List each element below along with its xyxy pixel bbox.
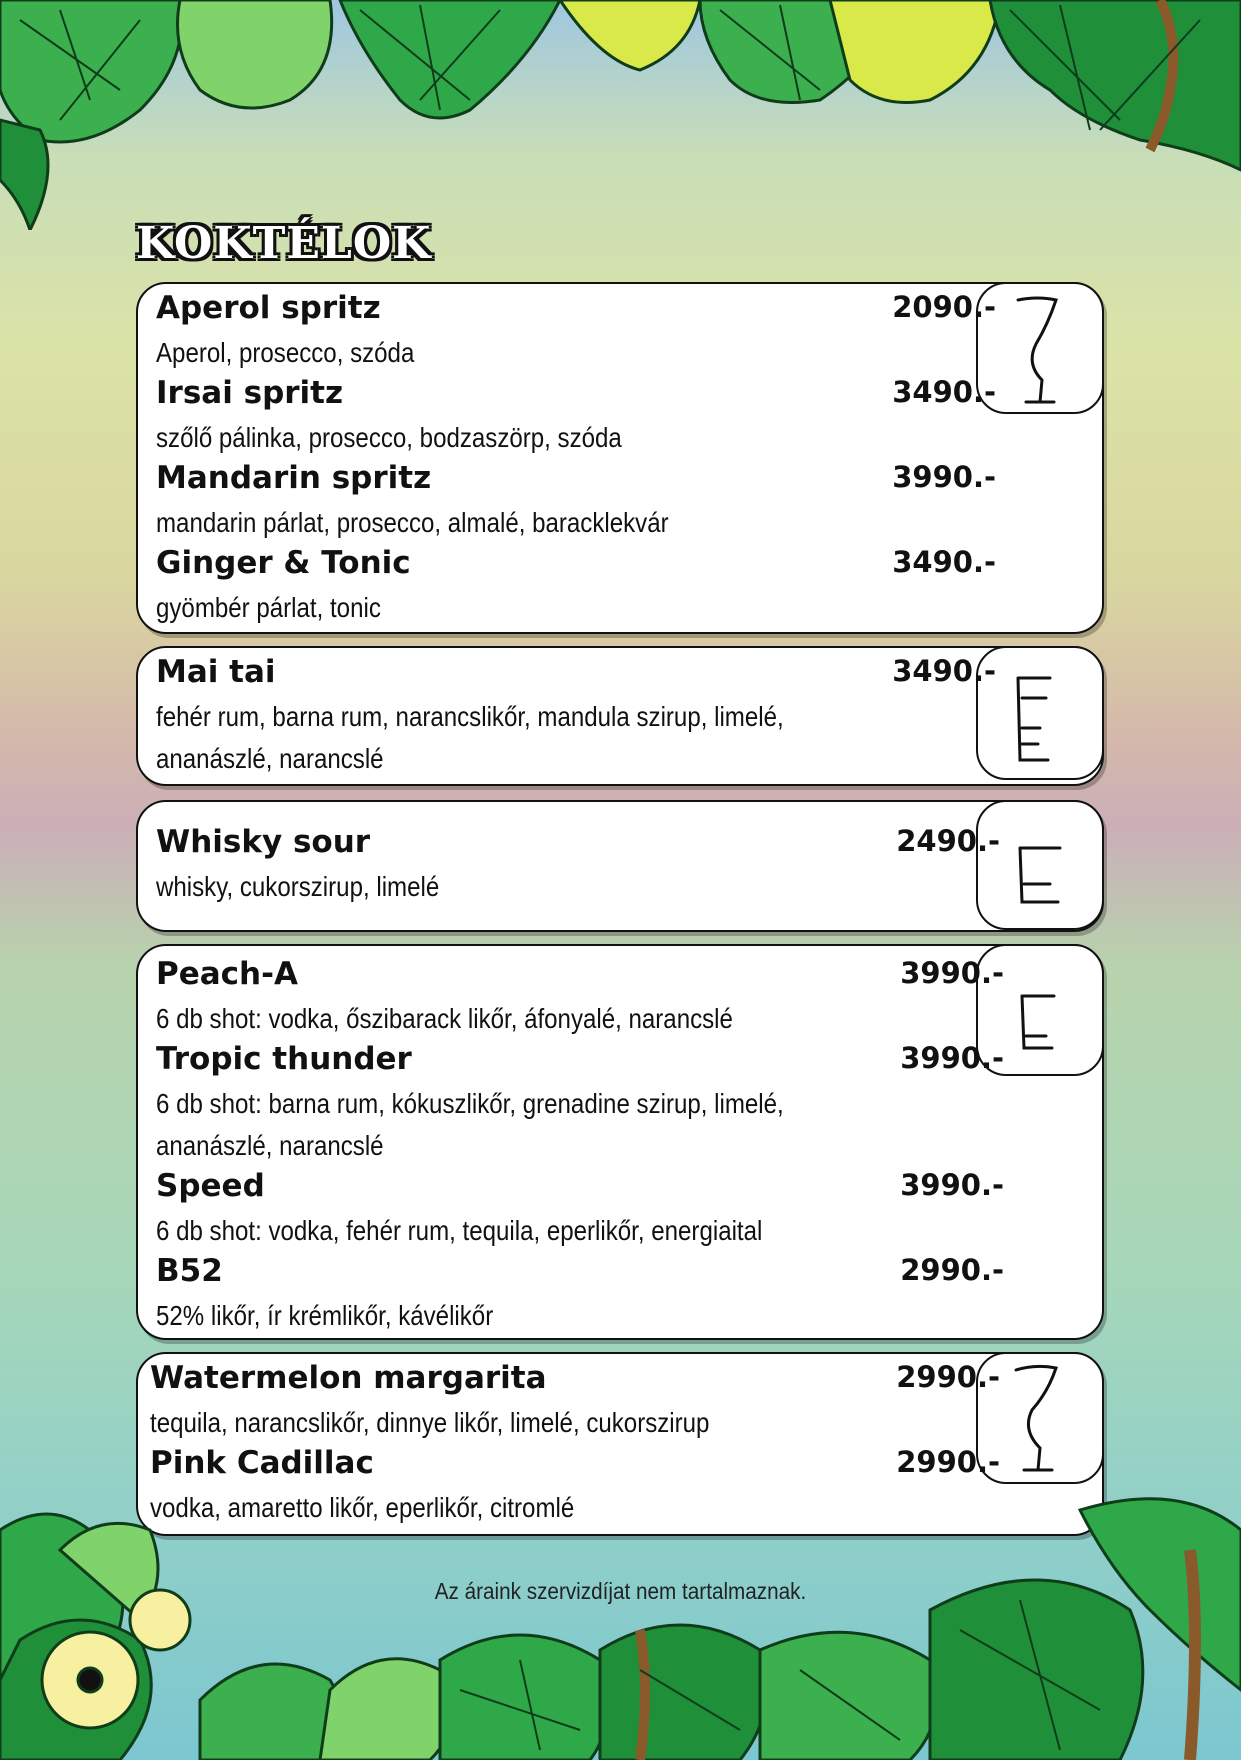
- menu-section-mai-tai: [136, 646, 1104, 786]
- item-price: 3990.-: [892, 460, 996, 494]
- item-price: 2090.-: [892, 290, 996, 324]
- item-name: Irsai spritz: [156, 375, 344, 411]
- menu-section-spritz: [136, 282, 1104, 634]
- item-name: Mandarin spritz: [156, 460, 432, 496]
- item-price: 2490.-: [896, 824, 1000, 858]
- item-name: Tropic thunder: [156, 1041, 412, 1077]
- tropical-leaves-top-decoration: [0, 0, 1241, 230]
- item-price: 3990.-: [900, 1041, 1004, 1075]
- page-title: KOKTÉLOK: [136, 218, 432, 269]
- item-price: 3990.-: [900, 956, 1004, 990]
- item-name: B52: [156, 1253, 223, 1289]
- item-description: fehér rum, barna rum, narancslikőr, mandula szirup, limelé, ananászlé, narancslé: [156, 701, 784, 774]
- item-description: mandarin párlat, prosecco, almalé, baracklekvár: [156, 507, 669, 538]
- menu-section-shots: [136, 944, 1104, 1340]
- item-price: 3490.-: [892, 545, 996, 579]
- item-price: 3490.-: [892, 375, 996, 409]
- rocks-glass-icon: [978, 802, 1101, 929]
- footer-note: Az áraink szervizdíjat nem tartalmaznak.: [434, 1578, 807, 1604]
- item-description: 6 db shot: vodka, fehér rum, tequila, eperlikőr, energiaital: [156, 1215, 763, 1246]
- item-name: Pink Cadillac: [150, 1445, 374, 1481]
- menu-section-whisky-sour: [136, 800, 1104, 932]
- glass-box: [976, 800, 1104, 930]
- item-description: whisky, cukorszirup, limelé: [156, 871, 440, 902]
- item-price: 3490.-: [892, 654, 996, 688]
- highball-glass-icon: [978, 648, 1101, 775]
- wine-glass-icon: [978, 284, 1101, 411]
- item-name: Ginger & Tonic: [156, 545, 411, 581]
- item-price: 3990.-: [900, 1168, 1004, 1202]
- item-description: 52% likőr, ír krémlikőr, kávélikőr: [156, 1300, 494, 1331]
- item-price: 2990.-: [900, 1253, 1004, 1287]
- item-description: szőlő pálinka, prosecco, bodzaszörp, szóda: [156, 422, 622, 453]
- item-price: 2990.-: [896, 1445, 1000, 1479]
- item-description: 6 db shot: barna rum, kókuszlikőr, grenadine szirup, limelé, ananászlé, narancslé: [156, 1088, 784, 1161]
- item-name: Speed: [156, 1168, 265, 1204]
- item-name: Whisky sour: [156, 824, 371, 860]
- item-description: vodka, amaretto likőr, eperlikőr, citromlé: [150, 1492, 575, 1523]
- item-description: gyömbér párlat, tonic: [156, 592, 381, 623]
- item-description: tequila, narancslikőr, dinnye likőr, limelé, cukorszirup: [150, 1407, 710, 1438]
- item-name: Watermelon margarita: [150, 1360, 547, 1396]
- item-description: Aperol, prosecco, szóda: [156, 337, 415, 368]
- item-name: Aperol spritz: [156, 290, 381, 326]
- item-name: Peach-A: [156, 956, 298, 992]
- item-price: 2990.-: [896, 1360, 1000, 1394]
- menu-section-margarita: [136, 1352, 1104, 1536]
- item-name: Mai tai: [156, 654, 276, 690]
- item-description: 6 db shot: vodka, őszibarack likőr, áfonyalé, narancslé: [156, 1003, 733, 1034]
